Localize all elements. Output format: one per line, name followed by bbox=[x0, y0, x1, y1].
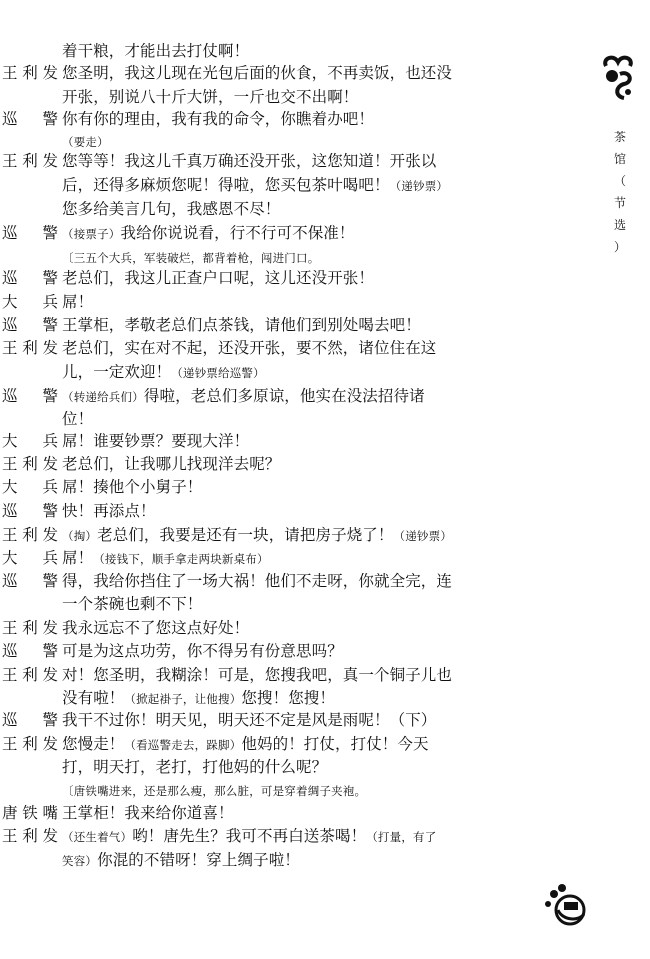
stage-direction: （转递给兵们） bbox=[62, 390, 144, 404]
dialogue-segment: 你混的不错呀！穿上绸子啦！ bbox=[97, 851, 300, 869]
dialogue-text bbox=[62, 385, 425, 408]
script-line bbox=[0, 849, 560, 871]
dialogue-segment: 打，明天打，老打，打他妈的什么呢？ bbox=[62, 758, 328, 776]
dialogue-text bbox=[62, 709, 436, 731]
running-title-char: ） bbox=[613, 240, 626, 254]
dialogue-text bbox=[62, 174, 448, 197]
speaker-name: 王利发 bbox=[2, 455, 58, 473]
dialogue-text bbox=[62, 756, 327, 778]
dialogue-text bbox=[62, 664, 452, 686]
stage-direction: （递钞票） bbox=[389, 179, 449, 193]
script-line bbox=[0, 453, 560, 475]
dialogue-segment: 得啦，老总们多原谅，他实在没法招待诸 bbox=[143, 387, 425, 405]
script-line bbox=[0, 40, 560, 62]
script-line bbox=[0, 174, 560, 196]
dialogue-text bbox=[62, 361, 265, 384]
dialogue-text bbox=[62, 849, 300, 872]
script-line bbox=[0, 314, 560, 336]
speaker-name: 大 兵 bbox=[2, 478, 58, 496]
running-title bbox=[611, 128, 629, 260]
dialogue-segment: 可是为这点功劳，你不得另有份意思吗？ bbox=[62, 642, 343, 660]
script-line bbox=[0, 198, 560, 220]
speaker-name: 王利发 bbox=[2, 827, 58, 845]
dialogue-text bbox=[62, 198, 280, 220]
script-line bbox=[0, 733, 560, 755]
stage-direction: （要走） bbox=[62, 135, 109, 149]
script-line bbox=[0, 779, 560, 801]
speaker-name: 王利发 bbox=[2, 64, 58, 82]
dialogue-segment: 老总们，我要是还有一块，请把房子烧了！ bbox=[97, 526, 394, 544]
dialogue-text bbox=[62, 617, 249, 639]
script-line bbox=[0, 337, 560, 359]
dialogue-segment: 王掌柜！我来给你道喜！ bbox=[62, 804, 234, 822]
speaker-name: 大 兵 bbox=[2, 432, 58, 450]
stage-direction: （掏） bbox=[62, 529, 98, 543]
dialogue-text bbox=[62, 408, 93, 430]
speaker-name: 王利发 bbox=[2, 152, 58, 170]
bottom-ornament-icon bbox=[540, 880, 596, 930]
dialogue-text bbox=[62, 337, 436, 359]
dialogue-segment: 您圣明，我这儿现在光包后面的伙食，不再卖饭，也还没 bbox=[62, 64, 453, 82]
dialogue-segment: 老总们，实在对不起，还没开张，要不然，诸位住在这 bbox=[62, 339, 437, 357]
script-line bbox=[0, 150, 560, 172]
stage-direction: 笑容） bbox=[62, 854, 98, 868]
dialogue-segment: 一个茶碗也剩不下！ bbox=[62, 595, 203, 613]
script-line bbox=[0, 86, 560, 108]
script-line bbox=[0, 62, 560, 84]
script-line bbox=[0, 222, 560, 244]
dialogue-text bbox=[62, 733, 429, 756]
speaker-name: 巡 警 bbox=[2, 711, 58, 729]
script-line bbox=[0, 709, 560, 731]
dialogue-text bbox=[62, 430, 249, 452]
dialogue-segment: 后，还得多麻烦您呢！得啦，您买包茶叶喝吧！ bbox=[62, 176, 390, 194]
script-line bbox=[0, 500, 560, 522]
dialogue-segment: 没有啦！ bbox=[62, 689, 125, 707]
dialogue-segment: 屌！ bbox=[62, 549, 94, 567]
stage-direction: （接钱下，顺手拿走两块新桌布） bbox=[93, 552, 269, 566]
dialogue-segment: 位！ bbox=[62, 410, 94, 428]
script-line bbox=[0, 246, 560, 268]
speaker-name: 巡 警 bbox=[2, 387, 58, 405]
stage-direction: （递钞票给巡警） bbox=[171, 366, 265, 380]
dialogue-segment: 我给你说说看，行不行可不保准！ bbox=[120, 224, 355, 242]
dialogue-text bbox=[62, 222, 355, 245]
dialogue-segment: 屌！揍他个小舅子！ bbox=[62, 478, 203, 496]
top-ornament-icon bbox=[600, 52, 638, 104]
dialogue-segment: 得，我给你挡住了一场大祸！他们不走呀，你就全完，连 bbox=[62, 572, 453, 590]
speaker-name: 大 兵 bbox=[2, 549, 58, 567]
dialogue-text bbox=[62, 150, 436, 172]
script-line bbox=[0, 547, 560, 569]
dialogue-text bbox=[62, 825, 436, 848]
script-line bbox=[0, 570, 560, 592]
dialogue-text bbox=[62, 524, 452, 547]
script-line bbox=[0, 756, 560, 778]
dialogue-segment: 哟！唐先生？我可不再白送茶喝！ bbox=[132, 827, 367, 845]
script-line bbox=[0, 108, 560, 130]
speaker-name: 王利发 bbox=[2, 735, 58, 753]
stage-direction: （掀起褂子，让他搜） bbox=[124, 692, 242, 706]
running-title-char: 馆 bbox=[613, 152, 626, 166]
dialogue-text bbox=[62, 62, 452, 84]
dialogue-segment: 我干不过你！明天见，明天还不定是风是雨呢！（下） bbox=[62, 711, 437, 729]
stage-direction: 〔三五个大兵，军装破烂，都背着枪，闯进门口。 bbox=[62, 251, 320, 265]
dialogue-segment: 老总们，让我哪儿找现洋去呢？ bbox=[62, 455, 281, 473]
dialogue-segment: 你有你的理由，我有我的命令，你瞧着办吧！ bbox=[62, 110, 375, 128]
speaker-name: 王利发 bbox=[2, 619, 58, 637]
dialogue-segment: 您慢走！ bbox=[62, 735, 125, 753]
stage-direction: （打量，有了 bbox=[366, 830, 437, 844]
script-line bbox=[0, 130, 560, 152]
dialogue-text bbox=[62, 267, 374, 289]
script-line bbox=[0, 617, 560, 639]
dialogue-segment: 老总们，我这儿正查户口呢，这儿还没开张！ bbox=[62, 269, 375, 287]
speaker-name: 巡 警 bbox=[2, 572, 58, 590]
dialogue-segment: 快！再添点！ bbox=[62, 502, 156, 520]
dialogue-text bbox=[62, 476, 202, 498]
script-line bbox=[0, 476, 560, 498]
script-line bbox=[0, 825, 560, 847]
dialogue-segment: 您多给美言几句，我感恩不尽！ bbox=[62, 200, 281, 218]
dialogue-text bbox=[62, 500, 156, 522]
script-line bbox=[0, 291, 560, 313]
dialogue-text bbox=[62, 547, 269, 570]
running-title-char: 选 bbox=[613, 218, 626, 232]
speaker-name: 王利发 bbox=[2, 339, 58, 357]
dialogue-segment: 着干粮，才能出去打仗啊！ bbox=[62, 42, 250, 60]
dialogue-segment: 您等等！我这儿千真万确还没开张，这您知道！开张以 bbox=[62, 152, 437, 170]
speaker-name: 巡 警 bbox=[2, 316, 58, 334]
script-line bbox=[0, 640, 560, 662]
script-line bbox=[0, 408, 560, 430]
dialogue-text bbox=[62, 246, 319, 269]
script-line bbox=[0, 687, 560, 709]
dialogue-text bbox=[62, 40, 249, 62]
stage-direction: 〔唐铁嘴进来，还是那么瘦，那么脏，可是穿着绸子夹袍。 bbox=[62, 784, 367, 798]
dialogue-segment: 屌！ bbox=[62, 293, 94, 311]
stage-direction: （还生着气） bbox=[62, 830, 133, 844]
dialogue-text bbox=[62, 108, 374, 130]
script-line bbox=[0, 802, 560, 824]
speaker-name: 巡 警 bbox=[2, 642, 58, 660]
script-line bbox=[0, 385, 560, 407]
stage-direction: （接票子） bbox=[62, 227, 121, 241]
dialogue-segment: 开张，别说八十斤大饼，一斤也交不出啊！ bbox=[62, 88, 359, 106]
dialogue-text bbox=[62, 314, 421, 336]
dialogue-text bbox=[62, 453, 280, 475]
running-title-char: （ bbox=[613, 174, 626, 188]
dialogue-segment: 我永远忘不了您这点好处！ bbox=[62, 619, 250, 637]
dialogue-text bbox=[62, 779, 366, 802]
speaker-name: 巡 警 bbox=[2, 224, 58, 242]
script-line bbox=[0, 361, 560, 383]
script-line bbox=[0, 267, 560, 289]
speaker-name: 王利发 bbox=[2, 526, 58, 544]
dialogue-segment: 王掌柜，孝敬老总们点茶钱，请他们到别处喝去吧！ bbox=[62, 316, 421, 334]
dialogue-segment: 对！您圣明，我糊涂！可是，您搜我吧，真一个铜子儿也 bbox=[62, 666, 453, 684]
script-line bbox=[0, 430, 560, 452]
speaker-name: 巡 警 bbox=[2, 110, 58, 128]
dialogue-text bbox=[62, 291, 93, 313]
dialogue-segment: 他妈的！打仗，打仗！今天 bbox=[241, 735, 429, 753]
speaker-name: 巡 警 bbox=[2, 269, 58, 287]
running-title-char: 茶 bbox=[613, 130, 626, 144]
dialogue-text bbox=[62, 802, 234, 824]
stage-direction: （看巡警走去，跺脚） bbox=[124, 738, 242, 752]
script-line bbox=[0, 524, 560, 546]
dialogue-segment: 您搜！您搜！ bbox=[241, 689, 336, 707]
dialogue-text bbox=[62, 593, 202, 615]
speaker-name: 王利发 bbox=[2, 666, 58, 684]
dialogue-text bbox=[62, 86, 358, 108]
script-line bbox=[0, 664, 560, 686]
speaker-name: 唐铁嘴 bbox=[2, 804, 58, 822]
dialogue-segment: 屌！谁要钞票？要现大洋！ bbox=[62, 432, 250, 450]
speaker-name: 大 兵 bbox=[2, 293, 58, 311]
dialogue-segment: 儿，一定欢迎！ bbox=[62, 363, 172, 381]
dialogue-text bbox=[62, 570, 452, 592]
running-title-char: 节 bbox=[613, 196, 626, 210]
script-line bbox=[0, 593, 560, 615]
dialogue-text bbox=[62, 687, 335, 710]
dialogue-text bbox=[62, 640, 343, 662]
speaker-name: 巡 警 bbox=[2, 502, 58, 520]
stage-direction: （递钞票） bbox=[393, 529, 453, 543]
